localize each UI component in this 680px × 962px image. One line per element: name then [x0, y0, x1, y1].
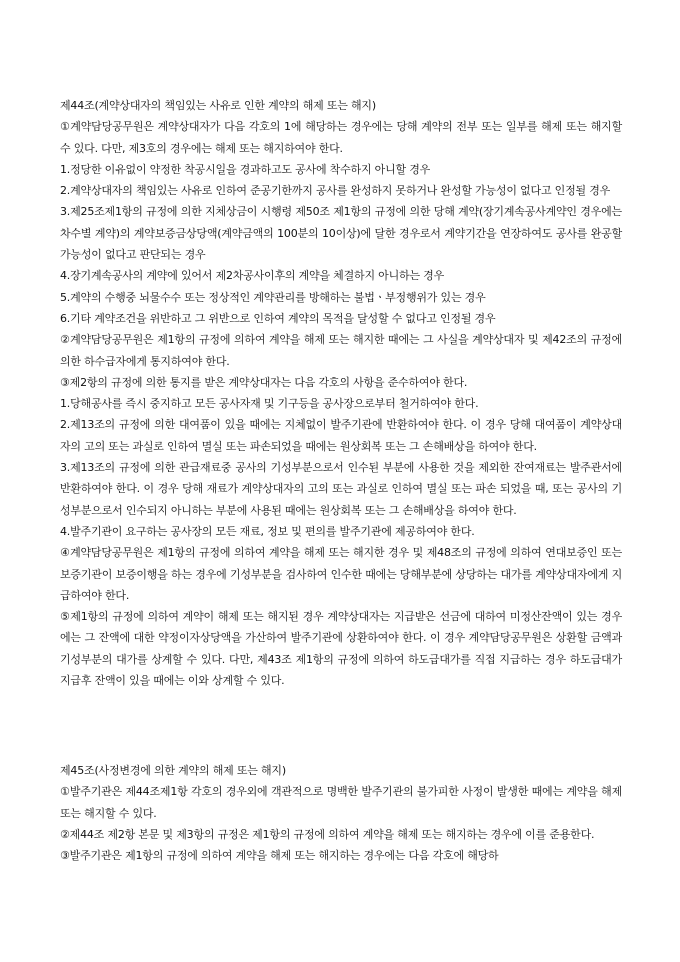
section-45 [60, 760, 622, 866]
paragraph: ②계약담당공무원은 제1항의 규정에 의하여 계약을 해제 또는 해지한 때에는 그 사실을 계약상대자 및 제42조의 규정에 의한 하수급자에게 통지하여야 한다. [60, 333, 622, 368]
section-heading: 제45조(사정변경에 의한 계약의 해제 또는 해지) [60, 764, 286, 777]
list-item: 4.발주기관이 요구하는 공사장의 모든 재료, 정보 및 편의를 발주기관에 제공하여야 한다. [60, 524, 475, 538]
section-44 [60, 95, 622, 691]
list-item: 5.계약의 수행중 뇌물수수 또는 정상적인 계약관리를 방해하는 불법ㆍ부정행위가 있는 경우 [60, 290, 486, 304]
list-item: 2.계약상대자의 책임있는 사유로 인하여 준공기한까지 공사를 완성하지 못하거나 완성할 가능성이 없다고 인정될 경우 [60, 184, 611, 198]
list-item: 3.제13조의 규정에 의한 관급재료중 공사의 기성부분으로서 인수된 부분에 사용한 것을 제외한 잔여재료는 발주관서에 반환하여야 한다. 이 경우 당해 재료가 계약상대자의 고의 또는 과실로 인하여 멸실 또는 파손 되었을 때, 또는 공사의 기성부분으로서 인수되지 아니하는 부분에 사용된 때에는 원상회복 또는 그 손해배상을 하여야 한다. [60, 461, 622, 517]
paragraph: ①발주기관은 제44조제1항 각호의 경우외에 객관적으로 명백한 발주기관의 불가피한 사정이 발생한 때에는 계약을 해제 또는 해지할 수 있다. [60, 785, 622, 820]
list-item: 4.장기계속공사의 계약에 있어서 제2차공사이후의 계약을 체결하지 아니하는 경우 [60, 269, 445, 283]
section-heading: 제44조(계약상대자의 책임있는 사유로 인한 계약의 해제 또는 해지) [60, 99, 376, 112]
paragraph: ⑤제1항의 규정에 의하여 계약이 해제 또는 해지된 경우 계약상대자는 지급받은 선금에 대하여 미정산잔액이 있는 경우에는 그 잔액에 대한 약정이자상당액을 가산하여 발주기관에 상환하여야 한다. 이 경우 계약담당공무원은 상환할 금액과 기성부분의 대가를 상계할 수 있다. 다만, 제43조 제1항의 규정에 의하여 하도급대가를 직접 지급하는 경우 하도급대가 지급후 잔액이 있을 때에는 이와 상계할 수 있다. [60, 610, 622, 688]
paragraph: ②제44조 제2항 본문 및 제3항의 규정은 제1항의 규정에 의하여 계약을 해제 또는 해지하는 경우에 이를 준용한다. [60, 827, 595, 841]
list-item: 6.기타 계약조건을 위반하고 그 위반으로 인하여 계약의 목적을 달성할 수 없다고 인정될 경우 [60, 311, 496, 325]
paragraph: ①계약담당공무원은 계약상대자가 다음 각호의 1에 해당하는 경우에는 당해 계약의 전부 또는 일부를 해제 또는 해지할 수 있다. 다만, 제3호의 경우에는 해제 또는 해지하여야 한다. [60, 120, 622, 155]
paragraph: ③발주기관은 제1항의 규정에 의하여 계약을 해제 또는 해지하는 경우에는 다음 각호에 해당하 [60, 849, 499, 863]
list-item: 3.제25조제1항의 규정에 의한 지체상금이 시행령 제50조 제1항의 규정에 의한 당해 계약(장기계속공사계약인 경우에는 차수별 계약)의 계약보증금상당액(계약금액의 100분의 10이상)에 달한 경우로서 계약기간을 연장하여도 공사를 완공할 가능성이 없다고 판단되는 경우 [60, 205, 622, 262]
list-item: 1.당해공사를 즉시 중지하고 모든 공사자재 및 기구등을 공사장으로부터 철거하여야 한다. [60, 397, 479, 411]
list-item: 2.제13조의 규정에 의한 대여품이 있을 때에는 지체없이 발주기관에 반환하여야 한다. 이 경우 당해 대여품이 계약상대자의 고의 또는 과실로 인하여 멸실 또는 파손되었을 때에는 원상회복 또는 그 손해배상을 하여야 한다. [60, 418, 622, 453]
paragraph: ④계약담당공무원은 제1항의 규정에 의하여 계약을 해제 또는 해지한 경우 및 제48조의 규정에 의하여 연대보증인 또는 보증기관이 보증이행을 하는 경우에 기성부분을 검사하여 인수한 때에는 당해부분에 상당하는 대가를 계약상대자에게 지급하여야 한다. [60, 546, 622, 602]
paragraph: ③제2항의 규정에 의한 통지를 받은 계약상대자는 다음 각호의 사항을 준수하여야 한다. [60, 375, 468, 389]
list-item: 1.정당한 이유없이 약정한 착공시일을 경과하고도 공사에 착수하지 아니할 경우 [60, 162, 431, 176]
